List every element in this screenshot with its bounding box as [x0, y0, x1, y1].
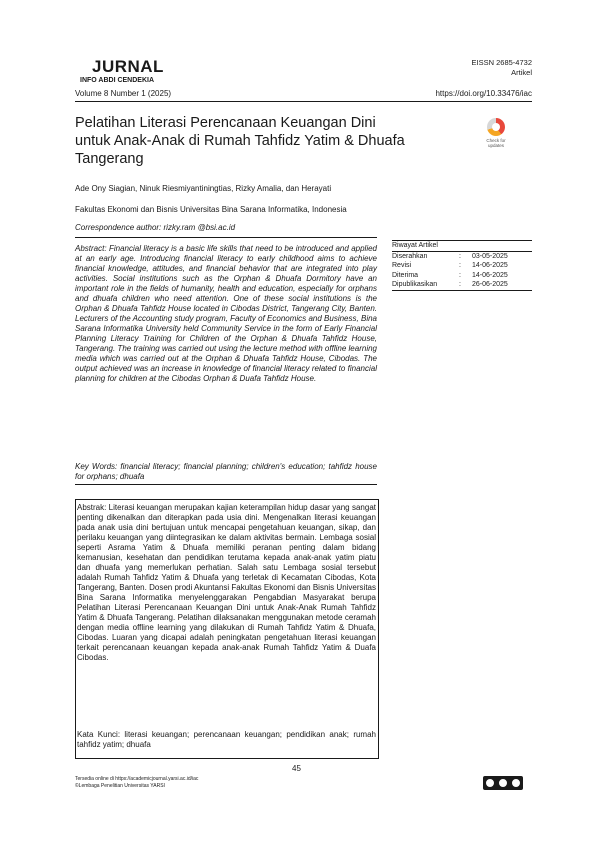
nc-circle-icon [511, 778, 521, 788]
footer-copyright: ©Lembaga Penelitian Universitas YARSI [75, 783, 165, 789]
history-sep: : [459, 271, 461, 279]
check-for-updates-icon [487, 118, 505, 136]
history-sep: : [459, 252, 461, 260]
history-label: Dipublikasikan [392, 281, 438, 288]
check-for-updates-badge[interactable] [480, 118, 512, 150]
article-history [392, 240, 532, 291]
history-date: 14-06-2025 [472, 262, 508, 269]
history-date: 26-06-2025 [472, 281, 508, 288]
cc-license-icon[interactable] [483, 776, 523, 790]
history-sep: : [459, 262, 461, 269]
article-type: Artikel [511, 68, 532, 77]
abstract-top-divider [75, 237, 377, 238]
history-row [392, 252, 532, 262]
history-label: Diserahkan [392, 252, 428, 260]
affiliation: Fakultas Ekonomi dan Bisnis Universitas Bina Sarana Informatika, Indonesia [75, 205, 347, 214]
abstract-bottom-divider [75, 484, 377, 485]
footer-availability: Tersedia online di https://academicjournal.yarsi.ac.id/iac [75, 776, 199, 782]
eissn: EISSN 2685-4732 [471, 58, 532, 67]
author-list: Ade Ony Siagian, Ninuk Riesmiyantiningtias, Rizky Amalia, dan Herayati [75, 184, 332, 193]
badge-label: Check for updates [486, 138, 506, 148]
by-circle-icon [498, 778, 508, 788]
history-heading: Riwayat Artikel [392, 242, 438, 249]
history-label: Revisi [392, 262, 412, 269]
history-label: Diterima [392, 271, 419, 279]
history-bottom-divider [392, 290, 532, 291]
history-row [392, 261, 532, 271]
cc-circle-icon [485, 778, 495, 788]
history-row [392, 271, 532, 281]
history-date: 14-06-2025 [472, 271, 508, 279]
volume-info: Volume 8 Number 1 (2025) [75, 89, 172, 98]
keywords-indonesian: Kata Kunci: literasi keuangan; perencanaan keuangan; pendidikan anak; rumah tahfidz yatim; dhuafa [77, 730, 376, 749]
correspondence-author: Correspondence author: rizky.ram @bsi.ac.id [75, 223, 236, 232]
page-number: 45 [292, 764, 301, 773]
abstract-english: Abstract: Financial literacy is a basic life skills that need to be introduced and applied at an early age. Introducing financial literacy to early childhood aims to achieve financial knowledge, attitudes, and financial behavior that are integrated into play activities. Social institutions such as the Orphan & Dhuafa Dormitory have an important role in the fields of humanity, health and education, especially for orphans and dhuafa children who need attention. One of these social institutions is the Orphan & Dhuafa Tahfidz House located in Cibodas District, Tangerang City, Banten. Lecturers of the Accounting study program, Faculty of Economics and Business, Bina Sarana Informatika University held Community Service in the form of Early Financial Planning Literacy Training for Children of the Orphan & Dhuafa Tahfidz House, Tangerang. The training was carried out using the lecture method with offline learning media which was carried out at the Orphan & Dhuafa Tahfidz House, Cibodas. The output achieved was an increase in knowledge of financial literacy related to financial planning for children at the Cibodas Orphan & Duafa Tahfidz House. [75, 244, 377, 383]
history-row [392, 280, 532, 290]
paper-title: Pelatihan Literasi Perencanaan Keuangan Dini untuk Anak-Anak di Rumah Tahfidz Yatim & Dhuafa Tangerang [75, 115, 405, 167]
journal-logo-title: JURNAL [92, 57, 164, 76]
footer-info [75, 776, 198, 790]
header-divider [75, 101, 532, 102]
journal-logo-subtitle: INFO ABDI CENDEKIA [80, 77, 155, 84]
keywords-english: Key Words: financial literacy; financial planning; children's education; tahfidz house for orphans; dhuafa [75, 462, 377, 481]
history-date: 03-05-2025 [472, 252, 508, 260]
abstract-indonesian: Abstrak: Literasi keuangan merupakan kajian keterampilan hidup dasar yang sangat penting dikenalkan dan diterapkan pada usia dini. Mengenalkan literasi keuangan pada anak usia dini bertujuan untuk mencapai pengetahuan keuangan, sikap, dan perilaku keuangan yang diintegrasikan ke dalam aktivitas bermain. Lembaga sosial seperti Asrama Yatim & Dhuafa memiliki peranan penting dalam bidang kemanusian, kesehatan dan pendidikan terutama kepada anak-anak yatim piatu dan dhuafa yang memerlukan perhatian. Salah satu Lembaga sosial tersebut adalah Rumah Tahfidz Yatim & Dhuafa yang terletak di Kecamatan Cibodas, Kota Tangerang, Banten. Dosen prodi Akuntansi Fakultas Ekonomi dan Bisnis Universitas Bina Sarana Informatika menyelenggarakan Pengabdian Masyarakat berupa Pelatihan Literasi Perencanaan Keuangan Dini untuk Anak-Anak Rumah Tahfidz Yatim & Dhuafa Tangerang. Pelatihan dilaksanakan menggunakan metode ceramah dengan media offline learning yang dilakukan di Rumah Tahfidz Yatim & Dhuafa, Cibodas. Luaran yang dicapai adalah peningkatan pengetahuan literasi keuangan terkait perencanaan keuangan kepada anak-anak Rumah Tahfidz Yatim & Duafa Cibodas. [77, 503, 376, 662]
history-sep: : [459, 281, 461, 288]
issn-block [472, 58, 532, 78]
doi-link[interactable]: https://doi.org/10.33476/iac [435, 89, 532, 98]
